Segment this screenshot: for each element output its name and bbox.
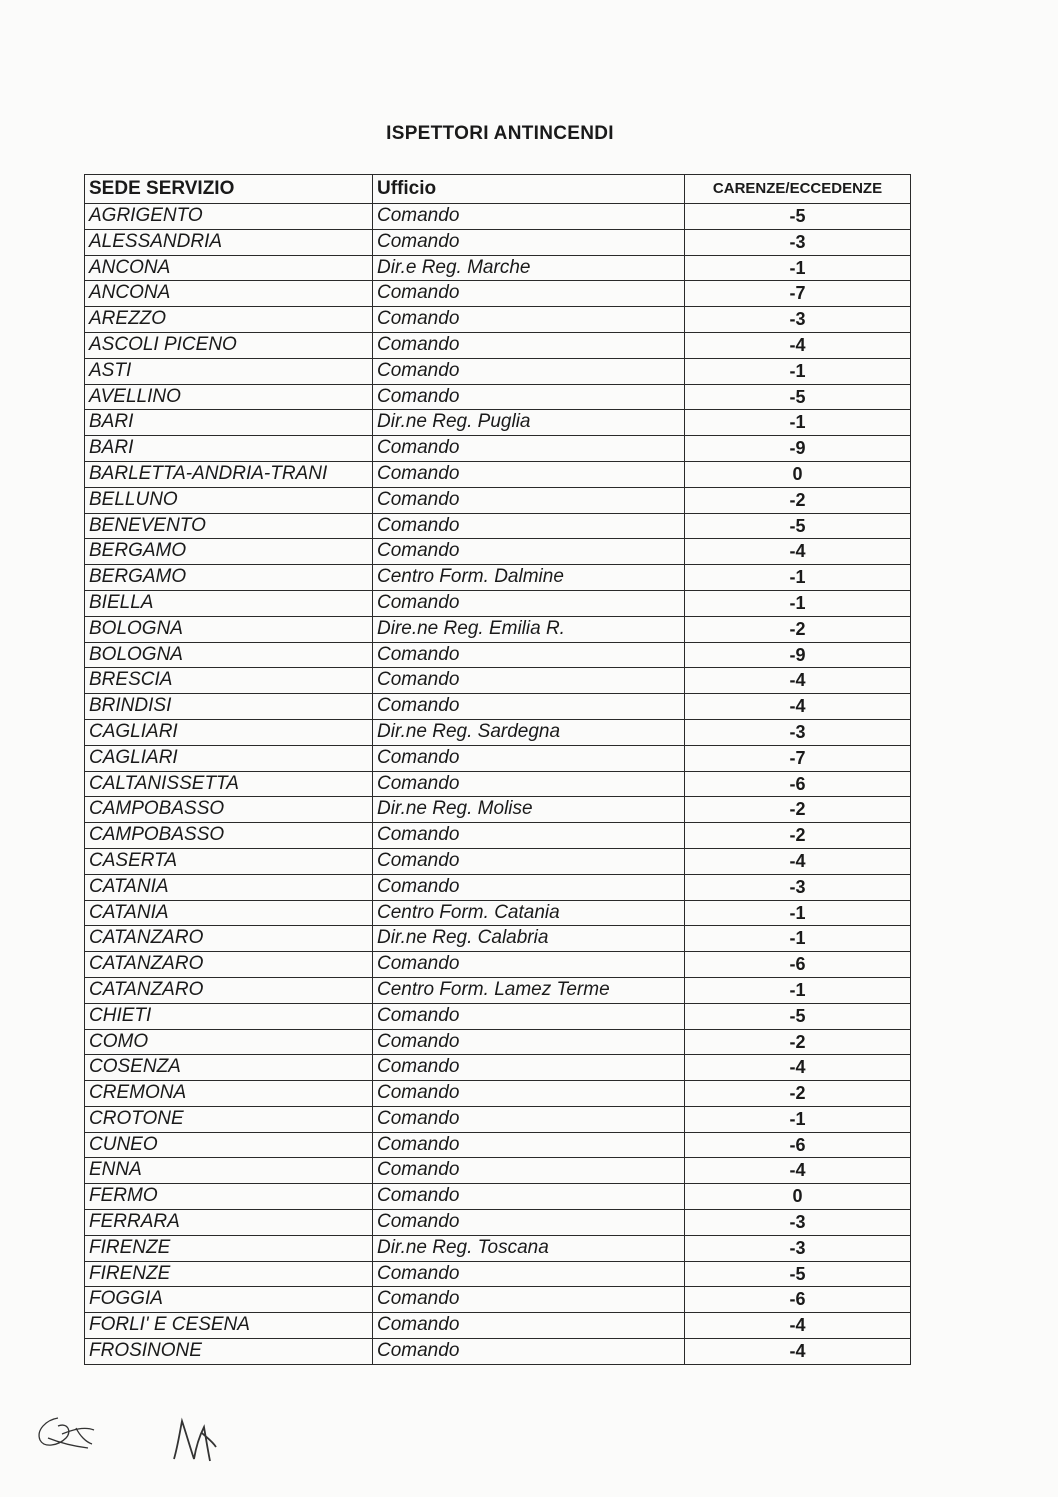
- ufficio-cell: Dir.ne Reg. Puglia: [373, 410, 685, 436]
- sede-cell: FROSINONE: [85, 1339, 373, 1365]
- ufficio-cell: Comando: [373, 823, 685, 849]
- sede-cell: CATANIA: [85, 900, 373, 926]
- table-row: [85, 1210, 911, 1236]
- ufficio-cell: Dire.ne Reg. Emilia R.: [373, 616, 685, 642]
- value-cell: -2: [685, 1081, 911, 1107]
- sede-cell: CATANZARO: [85, 926, 373, 952]
- sede-cell: BRINDISI: [85, 694, 373, 720]
- ufficio-cell: Centro Form. Dalmine: [373, 565, 685, 591]
- table-row: [85, 590, 911, 616]
- table-body: [85, 204, 911, 1365]
- table-row: [85, 513, 911, 539]
- value-cell: -6: [685, 952, 911, 978]
- value-cell: -2: [685, 823, 911, 849]
- ufficio-cell: Dir.ne Reg. Molise: [373, 797, 685, 823]
- value-cell: -1: [685, 1106, 911, 1132]
- ufficio-cell: Dir.e Reg. Marche: [373, 255, 685, 281]
- table-row: [85, 332, 911, 358]
- table-row: [85, 977, 911, 1003]
- value-cell: -1: [685, 565, 911, 591]
- ufficio-cell: Comando: [373, 307, 685, 333]
- ufficio-cell: Comando: [373, 1210, 685, 1236]
- value-cell: -9: [685, 642, 911, 668]
- value-cell: -3: [685, 719, 911, 745]
- sede-cell: AGRIGENTO: [85, 204, 373, 230]
- table-row: [85, 874, 911, 900]
- table-row: [85, 719, 911, 745]
- table-header-row: [85, 175, 911, 204]
- sede-cell: ASCOLI PICENO: [85, 332, 373, 358]
- value-cell: -4: [685, 1313, 911, 1339]
- value-cell: -3: [685, 1235, 911, 1261]
- table-row: [85, 848, 911, 874]
- table-row: [85, 384, 911, 410]
- sede-cell: ANCONA: [85, 255, 373, 281]
- ufficio-cell: Comando: [373, 358, 685, 384]
- sede-cell: COMO: [85, 1029, 373, 1055]
- value-cell: -4: [685, 1158, 911, 1184]
- ufficio-cell: Comando: [373, 745, 685, 771]
- table-row: [85, 1339, 911, 1365]
- ufficio-cell: Centro Form. Lamez Terme: [373, 977, 685, 1003]
- ufficio-cell: Comando: [373, 281, 685, 307]
- sede-cell: CUNEO: [85, 1132, 373, 1158]
- ufficio-cell: Comando: [373, 1184, 685, 1210]
- value-cell: -1: [685, 590, 911, 616]
- value-cell: -5: [685, 204, 911, 230]
- table-row: [85, 410, 911, 436]
- sede-cell: BIELLA: [85, 590, 373, 616]
- sede-cell: FIRENZE: [85, 1235, 373, 1261]
- ufficio-cell: Comando: [373, 539, 685, 565]
- table-row: [85, 926, 911, 952]
- sede-cell: CHIETI: [85, 1003, 373, 1029]
- sede-cell: BERGAMO: [85, 539, 373, 565]
- value-cell: -4: [685, 668, 911, 694]
- sede-cell: BARLETTA-ANDRIA-TRANI: [85, 461, 373, 487]
- sede-cell: BRESCIA: [85, 668, 373, 694]
- value-cell: -2: [685, 616, 911, 642]
- value-cell: 0: [685, 461, 911, 487]
- value-cell: -5: [685, 384, 911, 410]
- table-row: [85, 1184, 911, 1210]
- value-cell: -5: [685, 1261, 911, 1287]
- ufficio-cell: Dir.ne Reg. Calabria: [373, 926, 685, 952]
- table-row: [85, 229, 911, 255]
- sede-cell: BELLUNO: [85, 487, 373, 513]
- table-row: [85, 797, 911, 823]
- table-row: [85, 1003, 911, 1029]
- column-header-carenze: CARENZE/ECCEDENZE: [685, 175, 911, 204]
- value-cell: -3: [685, 307, 911, 333]
- table-row: [85, 539, 911, 565]
- sede-cell: ASTI: [85, 358, 373, 384]
- table-row: [85, 771, 911, 797]
- sede-cell: CAGLIARI: [85, 719, 373, 745]
- ufficio-cell: Comando: [373, 694, 685, 720]
- value-cell: -3: [685, 229, 911, 255]
- sede-cell: COSENZA: [85, 1055, 373, 1081]
- sede-cell: FERMO: [85, 1184, 373, 1210]
- value-cell: -2: [685, 797, 911, 823]
- table-row: [85, 307, 911, 333]
- signature-initials-left: [28, 1408, 118, 1458]
- ufficio-cell: Comando: [373, 1313, 685, 1339]
- sede-cell: ANCONA: [85, 281, 373, 307]
- signature-initials-right: [168, 1415, 228, 1465]
- sede-cell: ALESSANDRIA: [85, 229, 373, 255]
- sede-cell: BERGAMO: [85, 565, 373, 591]
- table-row: [85, 281, 911, 307]
- value-cell: -1: [685, 358, 911, 384]
- value-cell: -6: [685, 1287, 911, 1313]
- column-header-ufficio: Ufficio: [373, 175, 685, 204]
- value-cell: -1: [685, 255, 911, 281]
- value-cell: -6: [685, 1132, 911, 1158]
- table-row: [85, 1029, 911, 1055]
- ufficio-cell: Comando: [373, 1029, 685, 1055]
- value-cell: -9: [685, 436, 911, 462]
- ufficio-cell: Dir.ne Reg. Sardegna: [373, 719, 685, 745]
- ufficio-cell: Comando: [373, 461, 685, 487]
- sede-cell: BARI: [85, 410, 373, 436]
- ufficio-cell: Comando: [373, 874, 685, 900]
- value-cell: -4: [685, 539, 911, 565]
- sede-cell: CATANIA: [85, 874, 373, 900]
- sede-cell: FORLI' E CESENA: [85, 1313, 373, 1339]
- value-cell: -1: [685, 926, 911, 952]
- ufficio-cell: Comando: [373, 1003, 685, 1029]
- value-cell: -1: [685, 900, 911, 926]
- ufficio-cell: Comando: [373, 436, 685, 462]
- value-cell: -7: [685, 745, 911, 771]
- ufficio-cell: Comando: [373, 590, 685, 616]
- value-cell: -5: [685, 1003, 911, 1029]
- sede-cell: CASERTA: [85, 848, 373, 874]
- table-row: [85, 487, 911, 513]
- table-row: [85, 1106, 911, 1132]
- value-cell: -7: [685, 281, 911, 307]
- table-row: [85, 461, 911, 487]
- table-row: [85, 694, 911, 720]
- value-cell: -4: [685, 332, 911, 358]
- value-cell: -1: [685, 410, 911, 436]
- ufficio-cell: Comando: [373, 848, 685, 874]
- value-cell: -4: [685, 694, 911, 720]
- ufficio-cell: Comando: [373, 1261, 685, 1287]
- table-row: [85, 1261, 911, 1287]
- value-cell: 0: [685, 1184, 911, 1210]
- ufficio-cell: Comando: [373, 204, 685, 230]
- table-row: [85, 823, 911, 849]
- table-row: [85, 616, 911, 642]
- sede-cell: CROTONE: [85, 1106, 373, 1132]
- table-row: [85, 358, 911, 384]
- table-row: [85, 1158, 911, 1184]
- sede-cell: BOLOGNA: [85, 616, 373, 642]
- value-cell: -2: [685, 1029, 911, 1055]
- ufficio-cell: Centro Form. Catania: [373, 900, 685, 926]
- table-row: [85, 745, 911, 771]
- ufficio-cell: Dir.ne Reg. Toscana: [373, 1235, 685, 1261]
- sede-cell: FERRARA: [85, 1210, 373, 1236]
- table-row: [85, 1081, 911, 1107]
- sede-cell: CAMPOBASSO: [85, 797, 373, 823]
- value-cell: -2: [685, 487, 911, 513]
- sede-cell: CATANZARO: [85, 977, 373, 1003]
- ufficio-cell: Comando: [373, 1287, 685, 1313]
- value-cell: -4: [685, 1339, 911, 1365]
- table-row: [85, 1132, 911, 1158]
- sede-cell: AVELLINO: [85, 384, 373, 410]
- ufficio-cell: Comando: [373, 1158, 685, 1184]
- staffing-table: [84, 174, 911, 1365]
- ufficio-cell: Comando: [373, 771, 685, 797]
- table-row: [85, 565, 911, 591]
- table-row: [85, 1313, 911, 1339]
- value-cell: -6: [685, 771, 911, 797]
- value-cell: -4: [685, 1055, 911, 1081]
- sede-cell: FIRENZE: [85, 1261, 373, 1287]
- ufficio-cell: Comando: [373, 384, 685, 410]
- sede-cell: CALTANISSETTA: [85, 771, 373, 797]
- sede-cell: CAMPOBASSO: [85, 823, 373, 849]
- sede-cell: CATANZARO: [85, 952, 373, 978]
- table-row: [85, 1235, 911, 1261]
- ufficio-cell: Comando: [373, 642, 685, 668]
- table-row: [85, 204, 911, 230]
- sede-cell: ENNA: [85, 1158, 373, 1184]
- ufficio-cell: Comando: [373, 229, 685, 255]
- sede-cell: CREMONA: [85, 1081, 373, 1107]
- ufficio-cell: Comando: [373, 952, 685, 978]
- table-row: [85, 668, 911, 694]
- document-title: ISPETTORI ANTINCENDI: [386, 123, 614, 144]
- ufficio-cell: Comando: [373, 1106, 685, 1132]
- table-row: [85, 1055, 911, 1081]
- table-row: [85, 436, 911, 462]
- ufficio-cell: Comando: [373, 513, 685, 539]
- sede-cell: AREZZO: [85, 307, 373, 333]
- table-row: [85, 1287, 911, 1313]
- table-row: [85, 255, 911, 281]
- ufficio-cell: Comando: [373, 487, 685, 513]
- ufficio-cell: Comando: [373, 1339, 685, 1365]
- value-cell: -4: [685, 848, 911, 874]
- table-row: [85, 900, 911, 926]
- value-cell: -5: [685, 513, 911, 539]
- sede-cell: BOLOGNA: [85, 642, 373, 668]
- column-header-sede: SEDE SERVIZIO: [85, 175, 373, 204]
- ufficio-cell: Comando: [373, 1081, 685, 1107]
- ufficio-cell: Comando: [373, 668, 685, 694]
- table-row: [85, 952, 911, 978]
- sede-cell: BENEVENTO: [85, 513, 373, 539]
- sede-cell: BARI: [85, 436, 373, 462]
- ufficio-cell: Comando: [373, 1055, 685, 1081]
- table-row: [85, 642, 911, 668]
- value-cell: -1: [685, 977, 911, 1003]
- sede-cell: FOGGIA: [85, 1287, 373, 1313]
- ufficio-cell: Comando: [373, 332, 685, 358]
- value-cell: -3: [685, 1210, 911, 1236]
- ufficio-cell: Comando: [373, 1132, 685, 1158]
- value-cell: -3: [685, 874, 911, 900]
- sede-cell: CAGLIARI: [85, 745, 373, 771]
